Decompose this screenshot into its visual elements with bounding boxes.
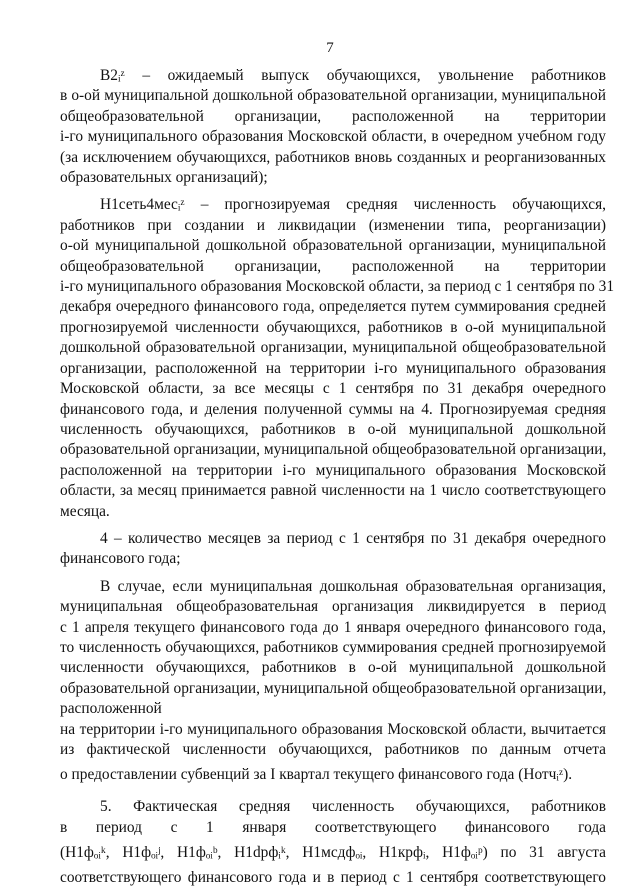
text-line: муниципальная общеобразовательная организация ликвидируется в период [60, 598, 606, 616]
text-line: с 1 апреля текущего финансового года до 1 января очередного финансового года, [60, 618, 606, 636]
text-line: (за исключением обучающихся, работников вновь созданных и реорганизованных [60, 148, 606, 166]
text-line: организации, расположенной на территории i-го муниципального образования [60, 359, 606, 377]
paragraph-liquidation-case [60, 577, 606, 791]
text-line: о-ой муниципальной дошкольной образовательной организации, муниципальной [60, 237, 606, 255]
text-line: численность обучающихся, работников в о-ой муниципальной дошкольной [60, 420, 606, 438]
text-line: (H1фₒᵢᵏ, H1фₒᵢʲ, H1фₒᵢᵇ, H1dрфᵢᵏ, H1мсдфₒᵢ, H1крфᵢ, H1фₒᵢᵖ) по 31 августа [60, 844, 606, 862]
text-line: B2ᵢᶻ – ожидаемый выпуск обучающихся, увольнение работников [100, 67, 606, 84]
text-line: прогнозируемой численности обучающихся, работников в о-ой муниципальной [60, 318, 606, 336]
text-line: в о-ой муниципальной дошкольной образовательной организации, муниципальной [60, 87, 606, 105]
text-line: в период с 1 января соответствующего финансового года [60, 818, 606, 836]
text-line: образовательной организации, муниципальной общеобразовательной организации, [60, 679, 607, 697]
text-line: дошкольной образовательной организации, муниципальной общеобразовательной [60, 339, 606, 357]
text-line: образовательных организаций); [60, 169, 268, 187]
text-line: H1сеть4месᵢᶻ – прогнозируемая средняя численность обучающихся, [100, 196, 606, 214]
text-line: Московской области, за все месяцы с 1 сентября по 31 декабря очередного [60, 380, 606, 398]
text-line: месяца. [60, 502, 110, 520]
text-line: финансового года, и деления полученной суммы на 4. Прогнозируемая средняя [60, 400, 606, 418]
document-body [60, 66, 615, 889]
text-line: В случае, если муниципальная дошкольная образовательная организация, [100, 577, 606, 595]
paragraph-5-actual-average [60, 797, 606, 888]
text-line: соответствующего финансового года и в период с 1 сентября соответствующего [60, 869, 606, 887]
text-line: работников при создании и ликвидации (изменении типа, реорганизации) [60, 216, 606, 234]
page-number: 7 [326, 40, 334, 56]
text-line: общеобразовательной организации, расположенной на территории [60, 257, 606, 275]
paragraph-b2-definition [60, 66, 606, 188]
text-line: то численность обучающихся, работников суммирования средней прогнозируемой [60, 638, 606, 656]
paragraph-four-months [60, 529, 606, 570]
text-line: численности обучающихся, работников в о-ой муниципальной дошкольной [60, 659, 606, 677]
paragraph-h1set-definition [60, 195, 615, 522]
text-line: образовательной организации, муниципальной общеобразовательной организации, [60, 441, 607, 459]
text-line: расположенной на территории i-го муниципального образования Московской [60, 461, 606, 479]
text-line: о предоставлении субвенций за I квартал текущего финансового года (Hотчᵢᶻ). [60, 766, 573, 784]
text-line: i-го муниципального образования Московской области, в очередном учебном году [60, 128, 606, 146]
text-line: расположенной [60, 700, 162, 718]
text-line: области, за месяц принимается равной численности на 1 число соответствующего [60, 482, 606, 500]
text-line: i-го муниципального образования Московской области, за период с 1 сентября по 31 [60, 278, 615, 296]
text-line: декабря очередного финансового года, определяется путем суммирования средней [60, 298, 606, 316]
text-line: 4 – количество месяцев за период с 1 сентября по 31 декабря очередного [100, 529, 606, 547]
text-line: на территории i-го муниципального образования Московской области, вычитается [60, 720, 606, 738]
text-line: 5. Фактическая средняя численность обучающихся, работников [100, 798, 606, 816]
text-line: финансового года; [60, 550, 181, 568]
text-line: из фактической численности обучающихся, работников по данным отчета [60, 741, 606, 758]
text-line: общеобразовательной организации, расположенной на территории [60, 107, 606, 125]
